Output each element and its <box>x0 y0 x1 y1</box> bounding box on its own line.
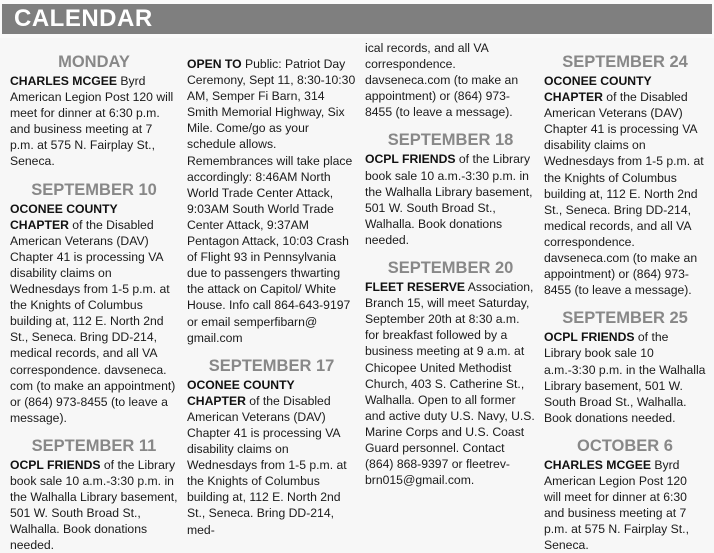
day-heading: OCTOBER 6 <box>577 436 673 455</box>
day-heading: SEPTEMBER 20 <box>387 259 514 278</box>
day-heading: SEPTEMBER 10 <box>31 180 157 199</box>
section-title: CALENDAR <box>14 5 153 32</box>
event-org: OCONEE COUNTY CHAPTER <box>187 377 295 408</box>
event-org: OCONEE COUNTY CHAPTER <box>544 74 652 105</box>
event-text: of the Library book sale 10 a.m.-3:30 p.m. in the Walhalla Library basement, 501 W. South Broad St., Walhalla. Book donations needed. <box>544 330 706 425</box>
event-listing <box>10 201 178 426</box>
event-listing <box>187 56 356 346</box>
day-heading: SEPTEMBER 11 <box>31 436 157 455</box>
event-listing <box>544 73 706 298</box>
event-listing <box>187 377 356 538</box>
event-org: OCPL FRIENDS <box>10 457 101 472</box>
column-4 <box>544 50 706 553</box>
day-heading: MONDAY <box>58 53 130 71</box>
event-text: of the Library book sale 10 a.m.-3:30 p.m. in the Walhalla Library basement, 501 W. South Broad St., Walhalla. Book donations needed. <box>10 457 178 553</box>
event-org: OCONEE COUNTY CHAPTER <box>10 201 118 232</box>
column-3 <box>365 40 536 488</box>
event-listing-continued <box>365 40 536 120</box>
event-text: Association, Branch 15, will meet Saturday, September 20th at 8:30 a.m. for breakfast followed by a business meeting at 9 a.m. at Chicopee United Methodist Church, 403 S. Catherine St., Walhalla. Open to all former and active duty U.S. Navy, U.S. Marine Corps and U.S. Coast Guard personnel. Contact (864) 868-9397 or fleetrev-brn015@gmail.com. <box>365 280 535 488</box>
day-heading: SEPTEMBER 17 <box>208 356 335 375</box>
event-listing <box>10 73 178 170</box>
event-org: OCPL FRIENDS <box>544 330 635 345</box>
calendar-header <box>0 0 714 38</box>
event-text: Byrd American Legion Post 120 will meet for dinner at 6:30 p.m. and business meeting at 7 p.m. at 575 N. Fairplay St., Seneca. <box>10 74 174 169</box>
day-heading: SEPTEMBER 25 <box>562 309 688 328</box>
day-heading: SEPTEMBER 24 <box>562 53 688 71</box>
event-listing <box>365 279 536 488</box>
event-text: Byrd American Legion Post 120 will meet for dinner at 6:30 and business meeting at 7 p.m. at 575 N. Fairplay St., Seneca. <box>544 457 689 553</box>
event-listing <box>544 457 706 553</box>
event-org: OPEN TO <box>187 57 242 71</box>
event-text: of the Library book sale 10 a.m.-3:30 p.m. in the Walhalla Library basement, 501 W. South Broad St., Walhalla. Book donations needed. <box>365 152 533 247</box>
event-org: FLEET RESERVE <box>365 280 466 295</box>
event-text: ical records, and all VA correspondence. davseneca.com (to make an appointment) or (864) 973-8455 (to leave a message). <box>365 41 519 120</box>
event-listing <box>365 151 536 248</box>
event-text: of the Disabled American Veterans (DAV) Chapter 41 is processing VA disability claims on Wednesdays from 1-5 p.m. at the Knights of Columbus building at, 112 E. North 2nd St., Seneca. Bring DD-214, med- <box>187 393 347 537</box>
event-listing <box>544 329 706 426</box>
event-text: of the Disabled American Veterans (DAV) Chapter 41 is processing VA disability claims on Wednesdays from 1-5 p.m. at the Knights of Columbus building at, 112 E. North 2nd St., Seneca. Bring DD-214, medical records, and all VA correspondence. davseneca. com (to make an appointment) or (864) 973-8455 (to leave a message). <box>10 217 176 425</box>
event-org: CHARLES MCGEE <box>544 457 651 472</box>
event-text: of the Disabled American Veterans (DAV) Chapter 41 is processing VA disability claims on Wednesdays from 1-5 p.m. at the Knights of Columbus building at, 112 E. North 2nd St., Seneca. Bring DD-214, medical records, and all VA correspondence. davseneca.com (to make an appointment) or (864) 973-8455 (to leave a message). <box>544 90 704 298</box>
event-text: Public: Patriot Day Ceremony, Sept 11, 8:30-10:30 AM, Semper Fi Barn, 314 Smith Memorial Highway, Six Mile. Come/go as your schedule allows. Remembrances will take place accordingly: 8:46AM North World Trade Center Attack, 9:03AM South World Trade Center Attack, 9:37AM Pentagon Attack, 10:03 Crash of Flight 93 in Pennsylvania due to passengers thwarting the attack on Capitol/ White House. Info call 864-643-9197 or email semperfibarn@ gmail.com <box>187 57 356 345</box>
event-listing <box>10 457 178 553</box>
event-org: OCPL FRIENDS <box>365 152 456 167</box>
column-1 <box>10 50 178 553</box>
column-2 <box>187 56 356 538</box>
day-heading: SEPTEMBER 18 <box>387 131 514 150</box>
event-org: CHARLES MCGEE <box>10 74 117 88</box>
